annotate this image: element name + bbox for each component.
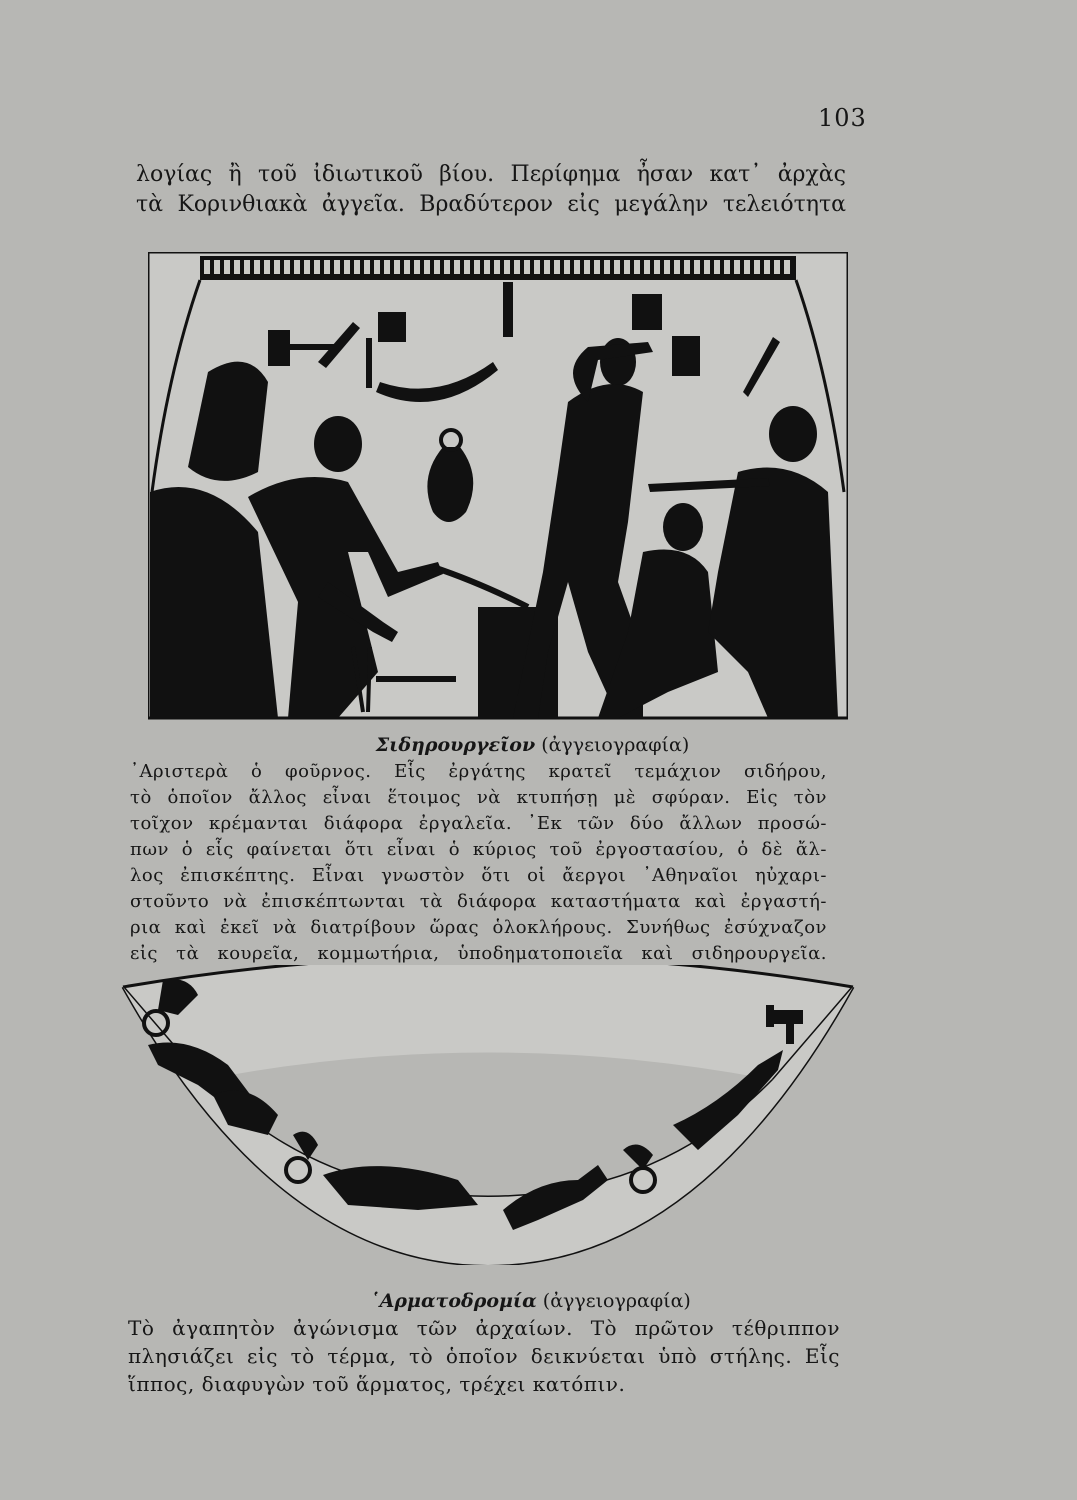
caption-line: στοῦντο νὰ ἐπισκέπτωνται τὰ διάφορα καταστήματα καὶ ἐργαστή-: [130, 891, 827, 912]
figure2-title-name: ῾Αρματοδρομία: [370, 1290, 537, 1312]
intro-paragraph: [136, 160, 846, 220]
figure1-subtitle: (ἀγγειογραφία): [541, 734, 690, 756]
caption-line: πων ὁ εἷς φαίνεται ὅτι εἶναι ὁ κύριος τοῦ ἐργοστασίου, ὁ δὲ ἄλ-: [130, 839, 827, 860]
blacksmith-vase-illustration: [148, 252, 848, 722]
caption-line: Τὸ ἀγαπητὸν ἀγώνισμα τῶν ἀρχαίων. Τὸ πρῶτον τέθριππον: [128, 1316, 840, 1340]
caption-line: τὸ ὁποῖον ἄλλος εἶναι ἕτοιμος νὰ κτυπήσῃ μὲ σφύραν. Εἰς τὸν: [130, 787, 827, 808]
caption-line: ᾽Αριστερὰ ὁ φοῦρνος. Εἷς ἐργάτης κρατεῖ τεμάχιον σιδήρου,: [130, 761, 827, 782]
caption-line: λος ἐπισκέπτης. Εἶναι γνωστὸν ὅτι οἱ ἄεργοι ᾽Αθηναῖοι ηὐχαρι-: [130, 865, 827, 886]
figure2-subtitle: (ἀγγειογραφία): [542, 1290, 691, 1312]
caption-line: τοῖχον κρέμανται διάφορα ἐργαλεῖα. ᾽Εκ τῶν δύο ἄλλων προσώ-: [130, 813, 827, 834]
text-line: λογίας ἢ τοῦ ἰδιωτικοῦ βίου. Περίφημα ἦσαν κατ᾽ ἀρχὰς: [136, 162, 846, 187]
caption-line: πλησιάζει εἰς τὸ τέρμα, τὸ ὁποῖον δεικνύεται ὑπὸ στήλης. Εἷς: [128, 1344, 840, 1368]
caption-line: εἰς τὰ κουρεῖα, κομμωτήρια, ὑποδηματοποιεῖα καὶ σιδηρουργεῖα.: [130, 943, 827, 964]
page-number: 103: [818, 104, 867, 132]
caption-line: ἵππος, διαφυγὼν τοῦ ἅρματος, τρέχει κατόπιν.: [128, 1372, 626, 1396]
figure2-caption: [128, 1314, 840, 1398]
figure1-title: [0, 734, 1071, 756]
figure2-title: [0, 1290, 1069, 1312]
chariot-race-vase-illustration: [118, 965, 858, 1265]
caption-line: ρια καὶ ἐκεῖ νὰ διατρίβουν ὥρας ὁλοκλήρους. Συνήθως ἐσύχναζον: [130, 917, 827, 938]
figure1-caption: [130, 759, 827, 967]
text-line: τὰ Κορινθιακὰ ἀγγεῖα. Βραδύτερον εἰς μεγάλην τελειότητα: [136, 192, 846, 217]
figure1-title-name: Σιδηρουργεῖον: [375, 734, 536, 756]
